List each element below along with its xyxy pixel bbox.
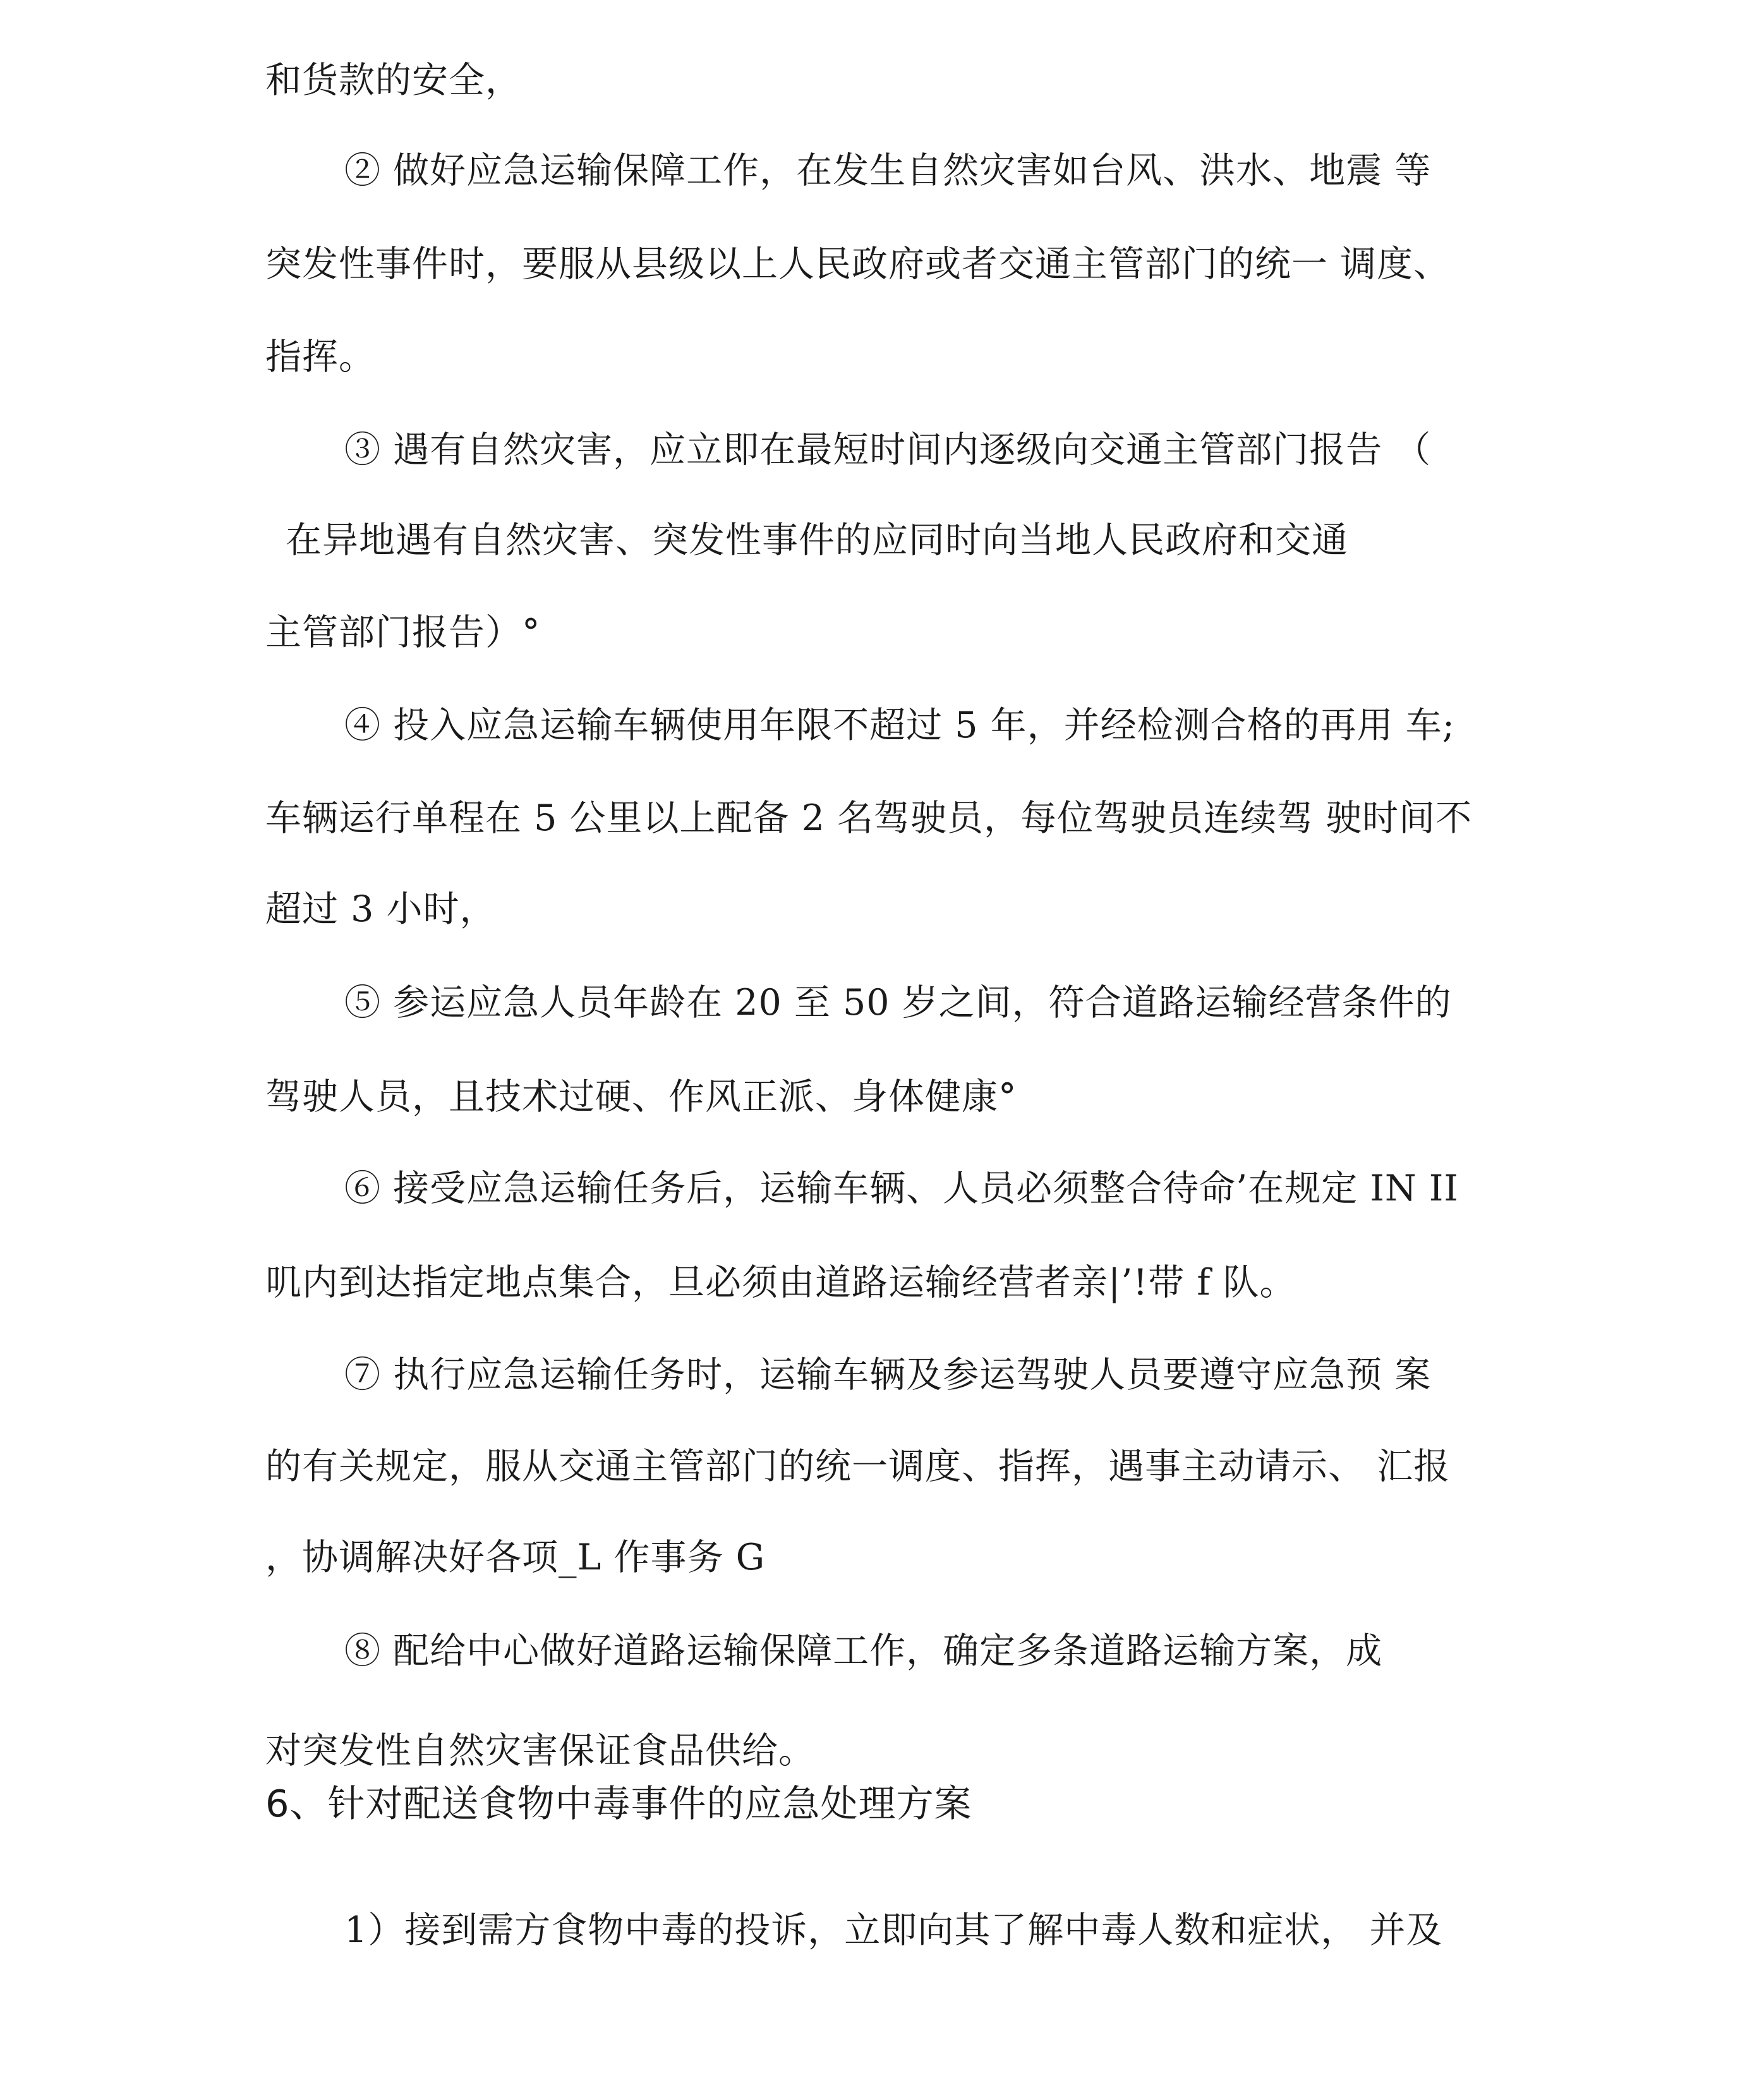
text-line-16: 的有关规定，服从交通主管部门的统一调度、指挥，遇事主动请示、 汇报 (265, 1446, 1451, 1487)
text-line-1: 和货款的安全， (265, 59, 522, 101)
text-line-19: 对突发性自然灾害保证食品供给。 (265, 1730, 815, 1772)
text-line-14: 叽内到达指定地点集合，旦必须由道路运输经营者亲|’!带 f 队。 (265, 1262, 1296, 1303)
text-line-4: 指挥。 (265, 336, 375, 378)
text-line-17: ，协调解决好各项_L 作事务 G (265, 1537, 766, 1578)
text-line-11: ⑤ 参运应急人员年龄在 20 至 50 岁之间，符合道路运输经营条件的 (344, 982, 1452, 1024)
text-line-18: ⑧ 配给中心做好道路运输保障工作，确定多条道路运输方案，成 (344, 1630, 1383, 1672)
text-line-5: ③ 遇有自然灾害，应立即在最短时间内逐级向交通主管部门报告 （ (344, 429, 1432, 471)
text-line-10: 超过 3 小时， (265, 888, 497, 930)
text-line-8: ④ 投入应急运输车辆使用年限不超过 5 年，并经检测合格的再用 车; (344, 704, 1455, 746)
text-line-7: 主管部门报告）° (265, 612, 541, 653)
text-line-13: ⑥ 接受应急运输任务后，运输车辆、人员必须整合待命’在规定 IN II (344, 1168, 1459, 1209)
text-line-15: ⑦ 执行应急运输任务时，运输车辆及参运驾驶人员要遵守应急预 案 (344, 1354, 1432, 1396)
text-line-12: 驾驶人员，且技术过硬、作风正派、身体健康° (265, 1076, 1017, 1118)
text-line-6: 在异地遇有自然灾害、突发性事件的应同时向当地人民政府和交通 (286, 519, 1348, 561)
text-line-9: 车辆运行单程在 5 公里以上配备 2 名驾驶员，每位驾驶员连续驾 驶时间不 (265, 797, 1473, 839)
text-line-3: 突发性事件时，要服从县级以上人民政府或者交通主管部门的统一 调度、 (265, 243, 1451, 285)
section-heading: 6、针对配送食物中毒事件的应急处理方案 (265, 1782, 972, 1825)
text-line-2: ② 做好应急运输保障工作，在发生自然灾害如台风、洪水、地震 等 (344, 150, 1432, 191)
text-line-21: 1）接到需方食物中毒的投诉，立即向其了解中毒人数和症状， 并及 (344, 1909, 1443, 1951)
